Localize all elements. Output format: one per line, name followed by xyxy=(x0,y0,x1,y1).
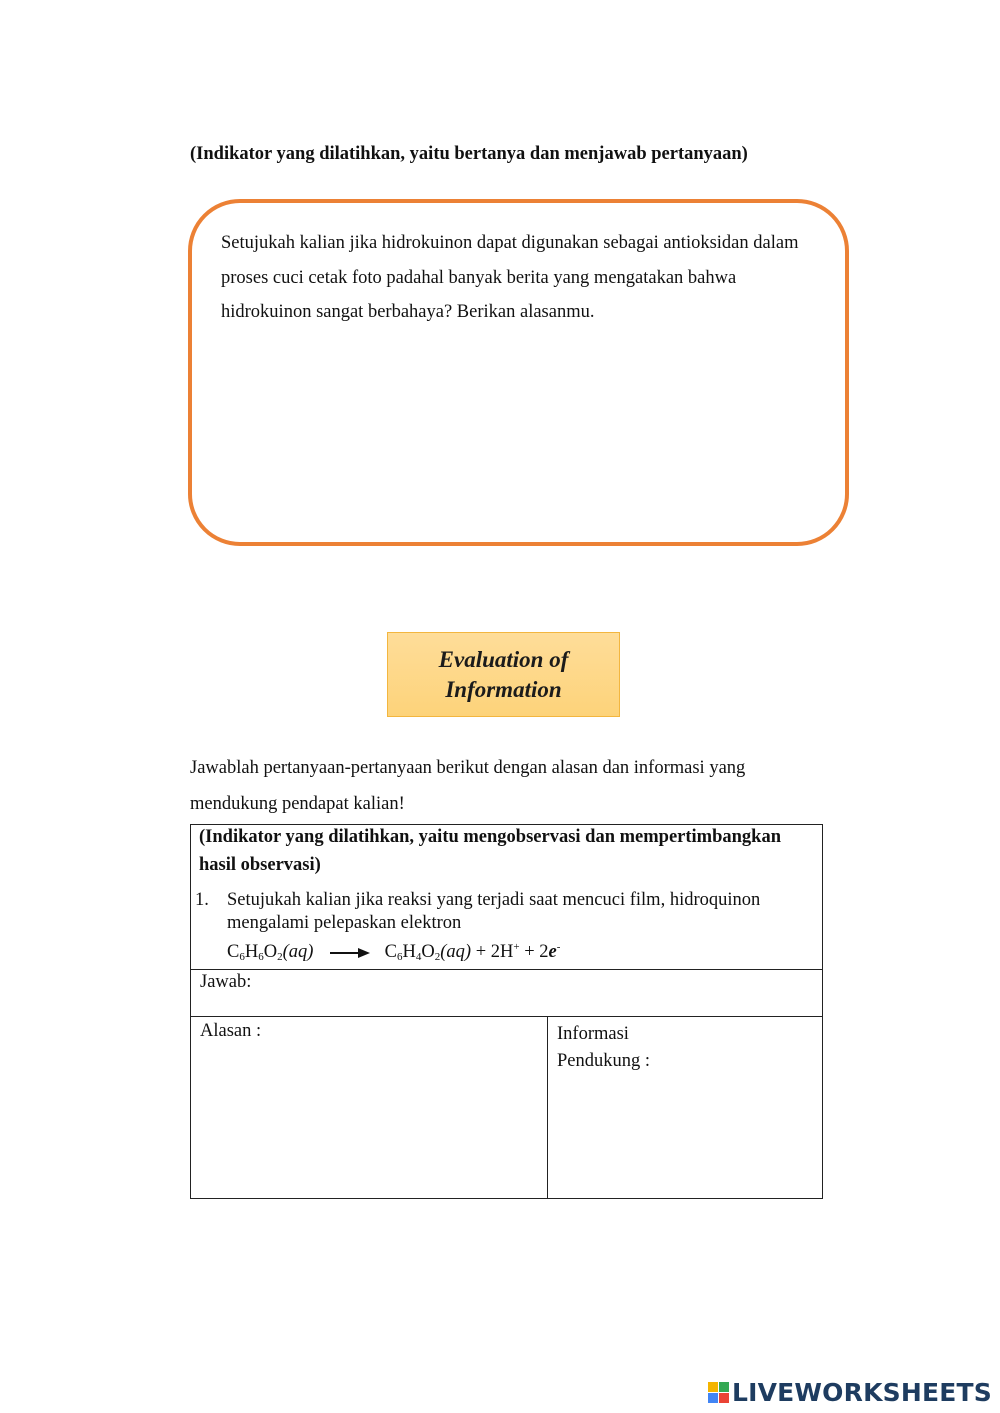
evaluation-title-box xyxy=(387,632,620,717)
question-table xyxy=(190,824,823,1199)
info-label-line1: Informasi xyxy=(557,1024,629,1044)
reaction-equation: $C_6H_6O_2(aq) C_6H_4O_2(aq) + 2H^+ + 2e^-$ xyxy=(227,941,561,963)
supporting-info-cell[interactable] xyxy=(548,1017,823,1199)
question-item xyxy=(195,889,814,969)
instruction-text: Jawablah pertanyaan-pertanyaan berikut dengan alasan dan informasi yang mendukung pendapat kalian! xyxy=(190,758,746,814)
indicator-heading: (Indikator yang dilatihkan, yaitu bertanya dan menjawab pertanyaan) xyxy=(190,144,748,164)
logo-text: LIVEWORKSHEETS xyxy=(731,1378,992,1407)
answer-cell[interactable] xyxy=(191,970,823,1017)
reaction-arrow-icon xyxy=(330,947,370,959)
item-text: Setujukah kalian jika reaksi yang terjadi saat mencuci film, hidroquinon mengalami pelepaskan elektron xyxy=(227,890,761,933)
evaluation-title-line2: Information xyxy=(445,676,562,702)
answer-label: Jawab: xyxy=(200,972,252,992)
table-indicator: (Indikator yang dilatihkan, yaitu mengobservasi dan mempertimbangkan hasil observasi) xyxy=(199,827,781,875)
question-text: Setujukah kalian jika hidrokuinon dapat digunakan sebagai antioksidan dalam proses cuci cetak foto padahal banyak berita yang mengatakan bahwa hidrokuinon sangat berbahaya? Berikan alasanmu. xyxy=(221,233,799,322)
logo-blocks-icon xyxy=(708,1382,729,1403)
liveworksheets-logo xyxy=(708,1378,992,1407)
item-number: 1. xyxy=(195,890,209,910)
reason-cell[interactable] xyxy=(191,1017,548,1199)
table-header-cell xyxy=(191,825,823,970)
reactant-formula: $C_6H_6O_2(aq)$ xyxy=(227,942,314,963)
evaluation-title-line1: Evaluation of xyxy=(438,646,569,672)
reason-label: Alasan : xyxy=(200,1021,262,1041)
product-formula: $C_6H_4O_2(aq)$ xyxy=(384,942,472,963)
info-label-line2: Pendukung : xyxy=(557,1051,651,1071)
